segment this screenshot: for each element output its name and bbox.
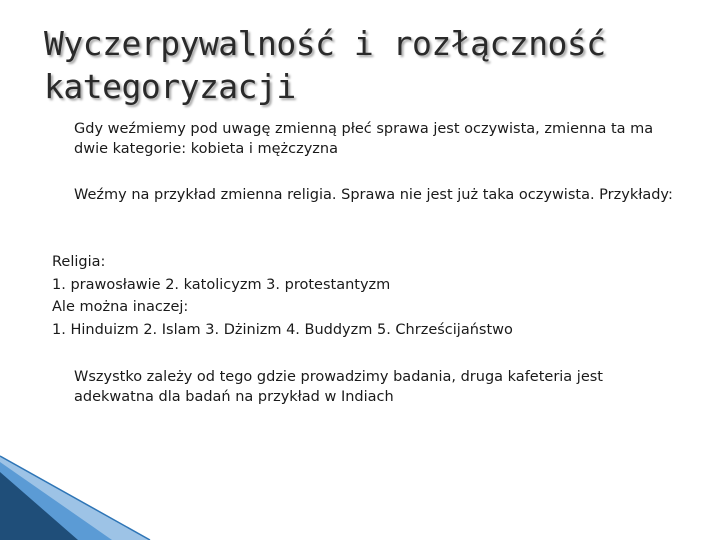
list-line: Religia: xyxy=(52,254,106,270)
religion-list xyxy=(52,251,682,341)
slide-title: Wyczerpywalność i rozłączność kategoryzacji xyxy=(44,24,606,106)
corner-decoration xyxy=(0,440,720,540)
list-line: 1. Hinduizm 2. Islam 3. Dżinizm 4. Buddyzm 5. Chrześcijaństwo xyxy=(52,321,513,338)
paragraph-religion: Weźmy na przykład zmienna religia. Sprawa nie jest już taka oczywista. Przykłady: xyxy=(74,187,673,203)
paragraph-gender: Gdy weźmiemy pod uwagę zmienną płeć sprawa jest oczywista, zmienna ta ma dwie kategorie: kobieta i mężczyzna xyxy=(74,121,654,157)
list-line: 1. prawosławie 2. katolicyzm 3. protestantyzm xyxy=(52,276,391,293)
list-line: Ale można inaczej: xyxy=(52,299,189,315)
paragraph-closing: Wszystko zależy od tego gdzie prowadzimy badania, druga kafeteria jest adekwatna dla badań na przykład w Indiach xyxy=(74,369,603,405)
